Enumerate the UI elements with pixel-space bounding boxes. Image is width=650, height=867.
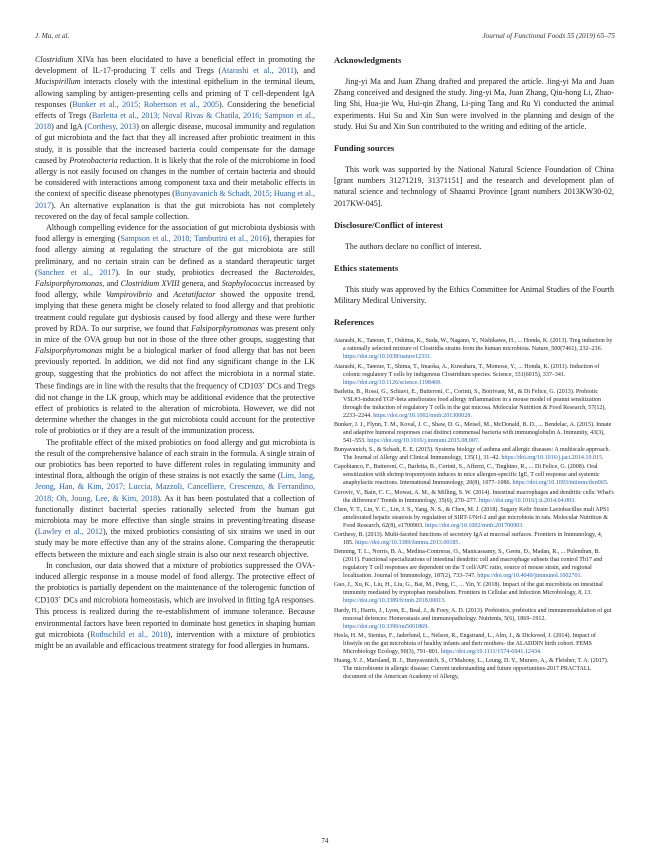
text-run: DCs and Tregs did not change in the LK group, which may be additional evidence that the protective effect of probiotics is related to the alteration of microbiota. However, we did not determine whether the changes in the gut microbiota could account for the protective role of probiotics or if they are a result of the immunization process. xyxy=(35,381,316,436)
citation-link[interactable]: Bunyavanich & Schadt, 2015; Huang et al., 2017 xyxy=(35,189,316,210)
italic-term: Vampirovibrio xyxy=(105,290,153,300)
section-heading: Funding sources xyxy=(334,143,395,154)
doi-link[interactable]: https://doi.org/10.3389/fcimb.2018.00013. xyxy=(343,598,446,605)
doi-link[interactable]: https://doi.org/10.1002/mnfr.201300028. xyxy=(373,412,472,419)
references-heading: References xyxy=(334,317,374,328)
section-heading: Disclosure/Conflict of interest xyxy=(334,219,443,230)
section xyxy=(334,54,614,132)
text-run: ) and IgA ( xyxy=(51,122,88,132)
text-run: reduction. It is likely that the role of the microbiome in food allergy is not easily focused on changes in the number of certain bacteria and should be considered with interactions among component taxa and their metabolic effects in the context of specific disease phenotypes ( xyxy=(35,155,315,199)
reference-item xyxy=(334,489,614,505)
reference-text: Atarashi, K., Tanoue, T., Shima, T., Imaoka, A., Kuwahara, T., Momose, Y., ... Honda, K. (2011). Induction of colonic regulatory T cells by indigenous Clostridium species. Science, 331(6015), 337–341. xyxy=(334,363,600,378)
doi-link[interactable]: https://doi.org/10.1002/mnfr.201700903. xyxy=(425,522,524,529)
left-column xyxy=(35,54,315,651)
text-run: was present only in mice of the OVA group but not in those of the three other groups, suggesting that xyxy=(35,323,316,345)
body-paragraph xyxy=(35,222,315,437)
reference-text: Hardy, H., Harris, J., Lyon, E., Beal, J., & Foey, A. D. (2013). Probiotics, prebiotics and immunomodulation of gut mucosal defences: Homeostasis and immunopathology. Nutrients, 5(6), 1869–1912. xyxy=(334,607,612,622)
doi-link[interactable]: https://doi.org/10.1016/j.immuni.2015.08.007. xyxy=(367,438,480,444)
reference-text: Bunyavanich, S., & Schadt, E. E. (2015). Systems biology of asthma and allergic diseases: A multiscale approach. The Journal of Allergy and Clinical Immunology, 135(1), 31–42. xyxy=(334,447,610,462)
reference-text: Cerovic, V., Bain, C. C., Mowat, A. M., & Milling, S. W. (2014). Intestinal macrophages and dendritic cells: What's the difference? Trends in Immunology, 35(6), 270–277. xyxy=(334,489,614,504)
body-paragraph xyxy=(35,560,315,651)
doi-link[interactable]: https://doi.org/10.1111/1574-6941.12434. xyxy=(440,648,542,655)
running-header xyxy=(35,32,615,46)
text-run: ). Considering the beneficial effects of Tregs ( xyxy=(35,99,315,121)
reference-text: Corthesy, B. (2013). Multi-faceted functions of secretory IgA at mucosal surfaces. Frontiers in Immunology, 4, 185. xyxy=(334,531,603,546)
section xyxy=(334,219,614,252)
body-paragraph xyxy=(35,437,315,560)
header-journal: Journal of Functional Foods 55 (2019) 65–75 xyxy=(482,32,615,40)
reference-text: Barletta, B., Rossi, G., Schiavi, E., Butteroni, C., Corinti, S., Boirivant, M., & Di Felice, G. (2013). Probiotic VSL#3-induced TGF-beta ameliorates food allergy inflammation in a mouse model of peanut sensitization through the induction of regulatory T cells in the gut mucosa. Molecular Nutrition & Food Research, 57(12), 2233–2244. xyxy=(334,388,606,419)
italic-term: Bacteroides xyxy=(274,267,313,277)
italic-term: Falsiporphyromonas xyxy=(35,279,103,289)
text-run: , and xyxy=(102,279,121,289)
citation-link[interactable]: Sanchez et al., 2017 xyxy=(37,267,116,277)
italic-term: Staphylococcus xyxy=(221,279,272,289)
doi-link[interactable]: https://doi.org/10.3390/nu5061869. xyxy=(343,623,429,630)
section-text: This work was supported by the National Natural Science Foundation of China [grant numbers 31271219, 31371151] and the research and development plan of natural science and technology of Shaanxi Province [grant numbers 2013KW30-02, 2017KW-045]. xyxy=(334,165,614,208)
reference-item xyxy=(334,363,614,387)
text-run: ), therapies for food allergy aiming at regulating the structure of the gut microbiota are still preliminary, and no certain strain can be defined as a standard therapeutic target ( xyxy=(35,234,315,277)
italic-term: Proteobacteria xyxy=(69,155,118,165)
text-run: ), the mixed probiotics consisting of six strains we used in our study may be more effective than any of the strains alone. Comparing the therapeutic effects between the mixture and each single strain is also our next research objective. xyxy=(35,527,315,559)
text-run: increased by food allergy, while xyxy=(35,279,316,300)
text-run: ). In our study, probiotics decreased the xyxy=(115,267,275,277)
reference-text: Denning, T. L., Norris, B. A., Medina-Contreras, O., Manicassamy, S., Geem, D., Madan, R., ... Pulendran, B. (2011). Functional specializations of intestinal dendritic cell and macrophage subsets that control Th17 and regulatory T cell responses are dependent on the T cell/APC ratio, source of mouse strain, and regional localization. Journal of Immunology, 187(2), 733–747. xyxy=(334,549,603,580)
text-run: interacts closely with the intestinal epithelium in the terminal ileum, allowing sampling by antigen-presenting cells and priming of T cell-dependent IgA responses ( xyxy=(35,77,315,109)
header-authors: J. Ma, et al. xyxy=(35,32,70,40)
text-run: genera, and xyxy=(179,279,222,289)
doi-link[interactable]: https://doi.org/10.1016/j.jaci.2014.10.015. xyxy=(501,455,604,462)
citation-link[interactable]: Bunker et al., 2015; Robertson et al., 2005 xyxy=(72,99,220,109)
citation-link[interactable]: Lawley et al., 2012 xyxy=(37,527,103,537)
italic-term: Falsiporphyromonas xyxy=(191,323,259,333)
section xyxy=(334,262,614,306)
text-run: might be a biological marker of food allergy that has not been previously reported. In addition, we did not find any significant change in the LK group, suggesting that the probiotics do not affect the microbiota in a normal state. These findings are in line with the results that the frequency of CD103 xyxy=(35,346,315,391)
doi-link[interactable]: https://doi.org/10.3389/fimmu.2013.00185. xyxy=(355,539,460,546)
superscript: + xyxy=(262,380,266,387)
citation-link[interactable]: Sampson et al., 2018; Tamburini et al., 2016 xyxy=(120,234,267,244)
doi-link[interactable]: https://doi.org/10.4049/jimmunol.1002701. xyxy=(477,573,583,580)
right-column xyxy=(334,54,614,682)
reference-text: Guo, J., Xu, K., Liu, H., Liu, G., Bai, M., Peng, C., ... Yin, Y. (2018). Impact of the gut microbiota on intestinal immunity mediated by tryptophan metabolism. Frontiers in Cellular and Infection Microbiology, 8, 13. xyxy=(334,582,603,597)
italic-term: Falsiporphyromonas xyxy=(35,346,103,356)
body-paragraph xyxy=(35,54,315,222)
reference-list xyxy=(334,337,614,680)
reference-item xyxy=(334,632,614,656)
reference-text: Hesla, H. M., Stenius, F., Jaderlund, L., Nelson, R., Engstrand, L., Alm, J., & Dicksved, J. (2014). Impact of lifestyle on the gut microbiota of healthy infants and their mothers- the ALADDIN birth cohort. FEMS Microbiology Ecology, 90(3), 791–801. xyxy=(334,632,596,655)
section-text: This study was approved by the Ethics Committee for Animal Studies of the Fourth Military Medical University. xyxy=(334,285,614,306)
citation-link[interactable]: Atarashi et al., 2011 xyxy=(221,66,294,76)
reference-item xyxy=(334,548,614,580)
reference-item xyxy=(334,531,614,547)
page-number: 74 xyxy=(321,837,329,845)
section-heading: Ethics statements xyxy=(334,263,399,274)
reference-item xyxy=(334,463,614,487)
reference-text: Huang, Y. J., Marsland, B. J., Bunyavanich, S., O'Mahony, L., Leung, D. Y., Muraro, A., & Fleisher, T. A. (2017). The microbiome in allergic disease: Current understanding and future opportunities-2017 PRACTALL document of the American Academy of Allergy, xyxy=(334,657,609,680)
reference-item xyxy=(334,657,614,681)
citation-link[interactable]: Corthesy, 2013 xyxy=(87,122,137,132)
reference-item xyxy=(334,446,614,462)
text-run: and xyxy=(152,290,174,300)
doi-link[interactable]: https://doi.org/10.1126/science.1198469. xyxy=(343,379,442,386)
text-run: The profitable effect of the mixed probiotics on food allergy and gut microbiota is the result of the comprehensive balance of each strain in the formula. A single strain of our probiotics has been reported to have different roles in regulating immunity and intestinal flora, although the origin of these strains is not exactly the same ( xyxy=(35,437,315,481)
text-run: showed the opposite trend, implying that these genera might be closely related to food allergy and that probiotic treatment could regulate gut dysbiosis caused by food allergy and these were further proved by RDA. To our surprise, we found that xyxy=(35,290,315,333)
italic-term: Clostridium xyxy=(35,55,74,64)
italic-term: Mucispirillum xyxy=(35,77,81,87)
text-run: In conclusion, our data showed that a mixture of probiotics suppressed the OVA-induced allergic response in a mouse model of food allergy. The protective effect of the probiotics is partially dependent on the maintenance of the tolerogenic function of CD103 xyxy=(35,560,315,606)
reference-text: Bunker, J. J., Flynn, T. M., Koval, J. C., Shaw, D. G., Meisel, M., McDonald, B. D., ... Bendelac, A. (2015). Innate and adaptive humoral responses coat distinct commensal bacteria with immunoglobulin A. Immunity, 43(3), 541–553. xyxy=(334,422,612,444)
section xyxy=(334,142,614,209)
superscript: + xyxy=(58,595,62,602)
text-run: ). An alternative explanation is that the gut microbiota has not completely recovered on the day of fecal sample collection. xyxy=(35,200,315,221)
reference-item xyxy=(334,388,614,420)
text-run: ) on allergic disease, mucosal immunity and regulation of gut microbiota and the fact that they all increased after probiotic treatment in this study, it is possible that the increased bacteria could compensate for the damage caused by xyxy=(35,122,315,165)
text-run: ). As it has been postulated that a collection of functionally distinct bacterial species rationally selected from the human gut microbiota may be more effective than single strains in preventing/treating disease ( xyxy=(35,493,315,537)
reference-item xyxy=(334,581,614,605)
citation-link[interactable]: Barletta et al., 2013; Noval Rivas & Chatila, 2016; Sampson et al., 2018 xyxy=(35,111,315,132)
text-run: Although compelling evidence for the association of gut microbiota dysbiosis with food allergy is emerging ( xyxy=(35,223,315,244)
text-run: XIVa has been elucidated to have a beneficial effect in promoting the development of IL-17-producing T cells and Tregs ( xyxy=(35,55,315,76)
reference-text: Chen, Y. T., Lin, Y. C., Lin, J. S., Yang, N. S., & Chen, M. J. (2018). Sugary Kefir Strain Lactobacillus mali APS1 ameliorated hepatic steatosis by regulation of SIRT-1/Nrf-2 and gut microbiota in rats. Molecular Nutrition & Food Research, 62(8), e1700903. xyxy=(334,506,610,529)
citation-link[interactable]: Rothschild et al., 2018 xyxy=(90,629,168,639)
italic-term: Clostridium XVIII xyxy=(120,279,180,289)
text-run: , xyxy=(312,267,315,277)
doi-link[interactable]: https://doi.org/10.1016/j.it.2014.04.003. xyxy=(478,497,576,504)
reference-item xyxy=(334,607,614,631)
doi-link[interactable]: https://doi.org/10.1038/nature12331. xyxy=(343,354,432,361)
section-heading: Acknowledgments xyxy=(334,55,402,65)
section-text: Jing-yi Ma and Juan Zhang drafted and prepared the article. Jing-yi Ma and Juan Zhang conceived and designed the study. Jing-yi Ma, Juan Zhang, Qiu-hong Li, Zhao-ling Shi, Hua-jie Wu, Hui-qin Zhang, Li-ping Tang and Ru Yi conducted the animal experiments. Hui Su and Xin Sun were involved in the planning and design of the study. Hui Su and Xin Sun contributed to the writing and editing of the article. xyxy=(334,77,614,131)
text-run: ), intervention with a mixture of probiotics might be an available and efficacious treatment strategy for food allergies in humans. xyxy=(35,629,316,650)
section-text: The authors declare no conflict of interest. xyxy=(345,241,482,251)
doi-link[interactable]: https://doi.org/10.1093/intimm/dxn065. xyxy=(512,480,609,487)
italic-term: Acetatifactor xyxy=(173,290,216,300)
text-run: ), and xyxy=(294,66,315,76)
reference-item xyxy=(334,337,614,361)
reference-text: Capobianco, F., Butteroni, C., Barletta, B., Corinti, S., Afferni, C., Tinghino, R., ... Di Felice, G. (2008). Oral sensitization with shrimp tropomyosin induces in mice allergen-specific IgE, T cell response and systemic anaphylactic reactions. International Immunology, 20(8), 1077–1086. xyxy=(334,464,600,487)
text-run: DCs and microbiota homeostasis, which are involved in fitting IgA responses. This process is realized during the re-establishment of immune tolerance. Because environmental factors have been reported to dominate host genetics in shaping human gut microbiota ( xyxy=(35,596,315,639)
reference-item xyxy=(334,421,614,445)
citation-link[interactable]: Lim, Jang, Jeong, Han, & Kim, 2017; Luccia, Mazzoli, Cancelliere, Crescenzo, & Ferrandino, 2018; Oh, Joung, Lee, & Kim, 2018 xyxy=(35,471,315,503)
reference-item xyxy=(334,506,614,530)
reference-text: Atarashi, K., Tanoue, T., Oshima, K., Suda, W., Nagano, Y., Nishikawa, H., ... Honda, K. (2013). Treg induction by a rationally selected mixture of Clostridia strains from the human microbiota. Nature, 500(7461), 232–236. xyxy=(334,338,613,353)
